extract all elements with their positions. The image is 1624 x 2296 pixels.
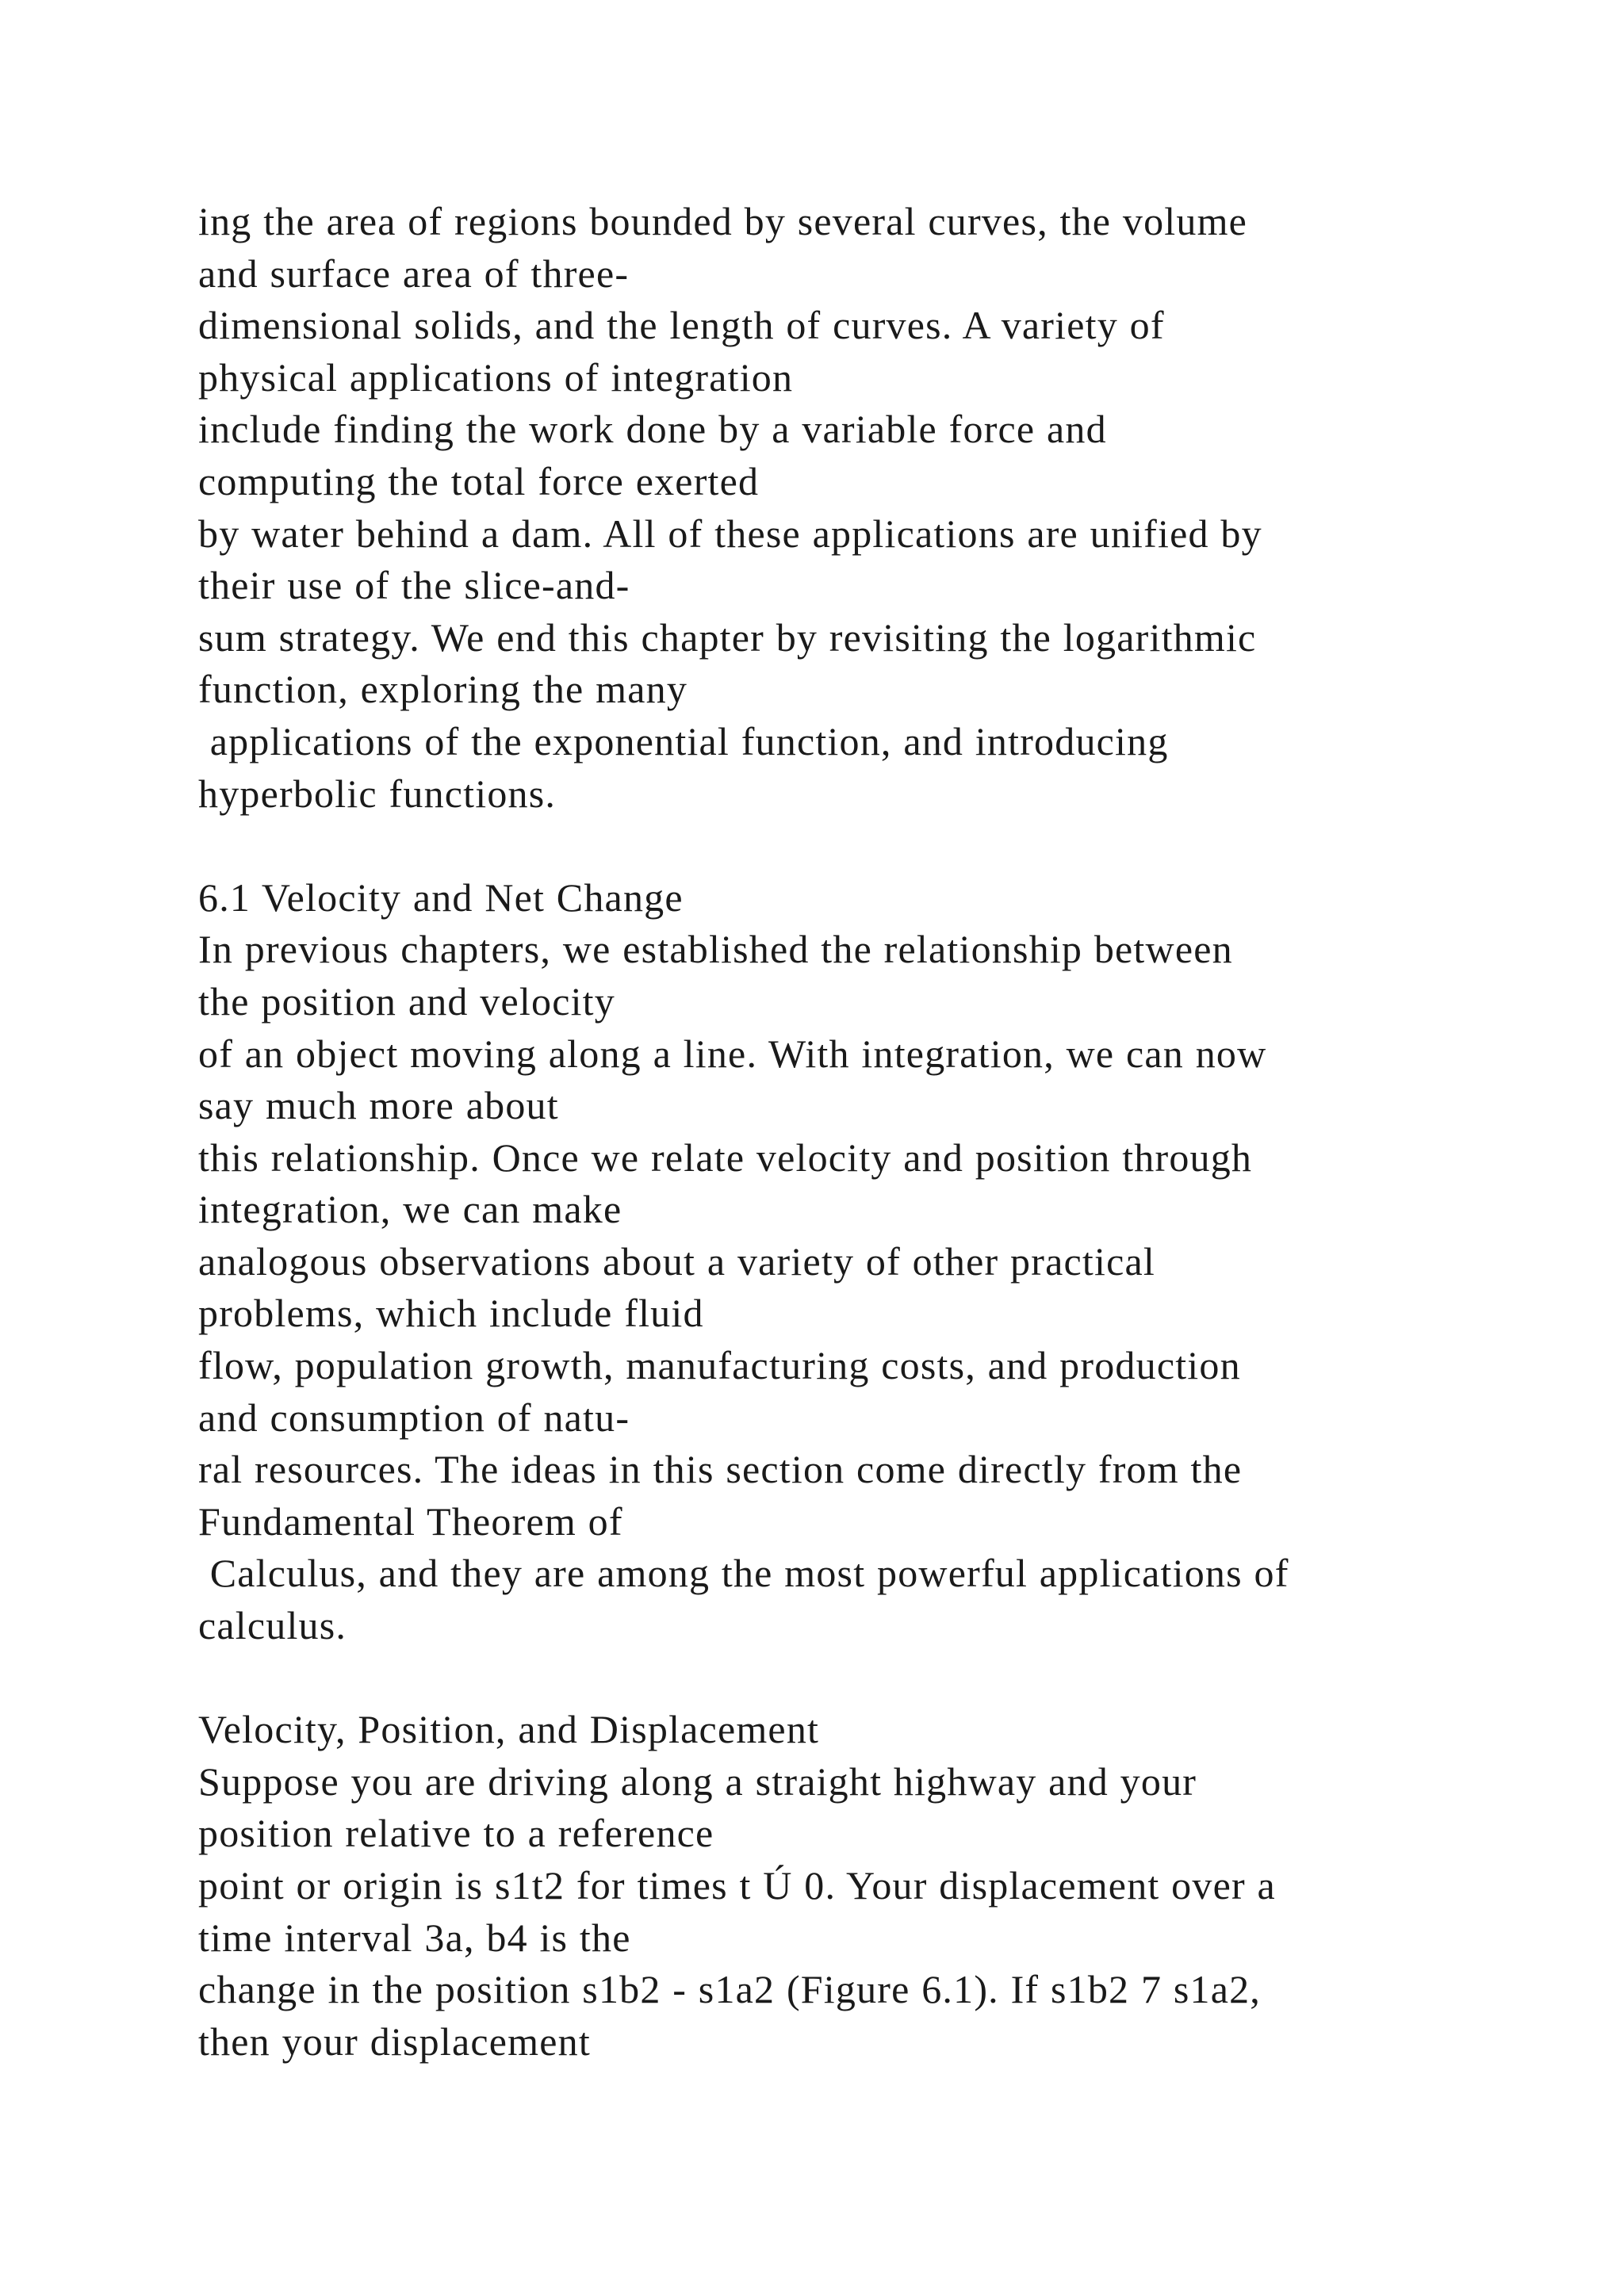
text-line: position relative to a reference (198, 1811, 714, 1856)
text-line: their use of the slice-and- (198, 563, 630, 608)
text-line: physical applications of integration (198, 354, 794, 400)
text-line: ral resources. The ideas in this section come directly from the (198, 1447, 1243, 1492)
text-line: integration, we can make (198, 1187, 622, 1232)
text-line: by water behind a dam. All of these applications are unified by (198, 511, 1262, 556)
body-text (198, 196, 1530, 2068)
text-line: sum strategy. We end this chapter by revisiting the logarithmic (198, 614, 1257, 660)
text-line: dimensional solids, and the length of curves. A variety of (198, 303, 1165, 348)
text-line: then your displacement (198, 2019, 591, 2064)
text-line: applications of the exponential function, and introducing (198, 718, 1169, 763)
text-line: and surface area of three- (198, 251, 630, 296)
text-line: problems, which include fluid (198, 1291, 704, 1336)
text-line: time interval 3a, b4 is the (198, 1915, 631, 1960)
paragraph-gap (198, 820, 1530, 872)
text-line: flow, population growth, manufacturing costs, and production (198, 1343, 1241, 1388)
text-line: of an object moving along a line. With integration, we can now (198, 1031, 1267, 1076)
text-line: hyperbolic functions. (198, 771, 557, 816)
text-line: calculus. (198, 1603, 347, 1648)
text-line: this relationship. Once we relate velocity and position through (198, 1135, 1253, 1180)
text-line: point or origin is s1t2 for times t Ú 0. Your displacement over a (198, 1863, 1276, 1908)
text-line: the position and velocity (198, 978, 615, 1024)
text-line: computing the total force exerted (198, 458, 760, 503)
text-line: change in the position s1b2 - s1a2 (Figure 6.1). If s1b2 7 s1a2, (198, 1967, 1261, 2012)
subsection-heading: Velocity, Position, and Displacement (198, 1707, 820, 1752)
section-heading: 6.1 Velocity and Net Change (198, 874, 684, 920)
text-line: say much more about (198, 1083, 559, 1128)
paragraph-gap (198, 1652, 1530, 1705)
text-line: include finding the work done by a variable force and (198, 407, 1107, 452)
text-line: function, exploring the many (198, 667, 688, 712)
text-line: Suppose you are driving along a straight highway and your (198, 1758, 1197, 1804)
text-line: analogous observations about a variety of other practical (198, 1238, 1155, 1284)
text-line: ing the area of regions bounded by several curves, the volume (198, 199, 1248, 243)
text-line: In previous chapters, we established the relationship between (198, 927, 1233, 972)
text-line: Calculus, and they are among the most powerful applications of (198, 1551, 1289, 1596)
text-line: and consumption of natu- (198, 1395, 630, 1440)
text-line: Fundamental Theorem of (198, 1498, 623, 1544)
